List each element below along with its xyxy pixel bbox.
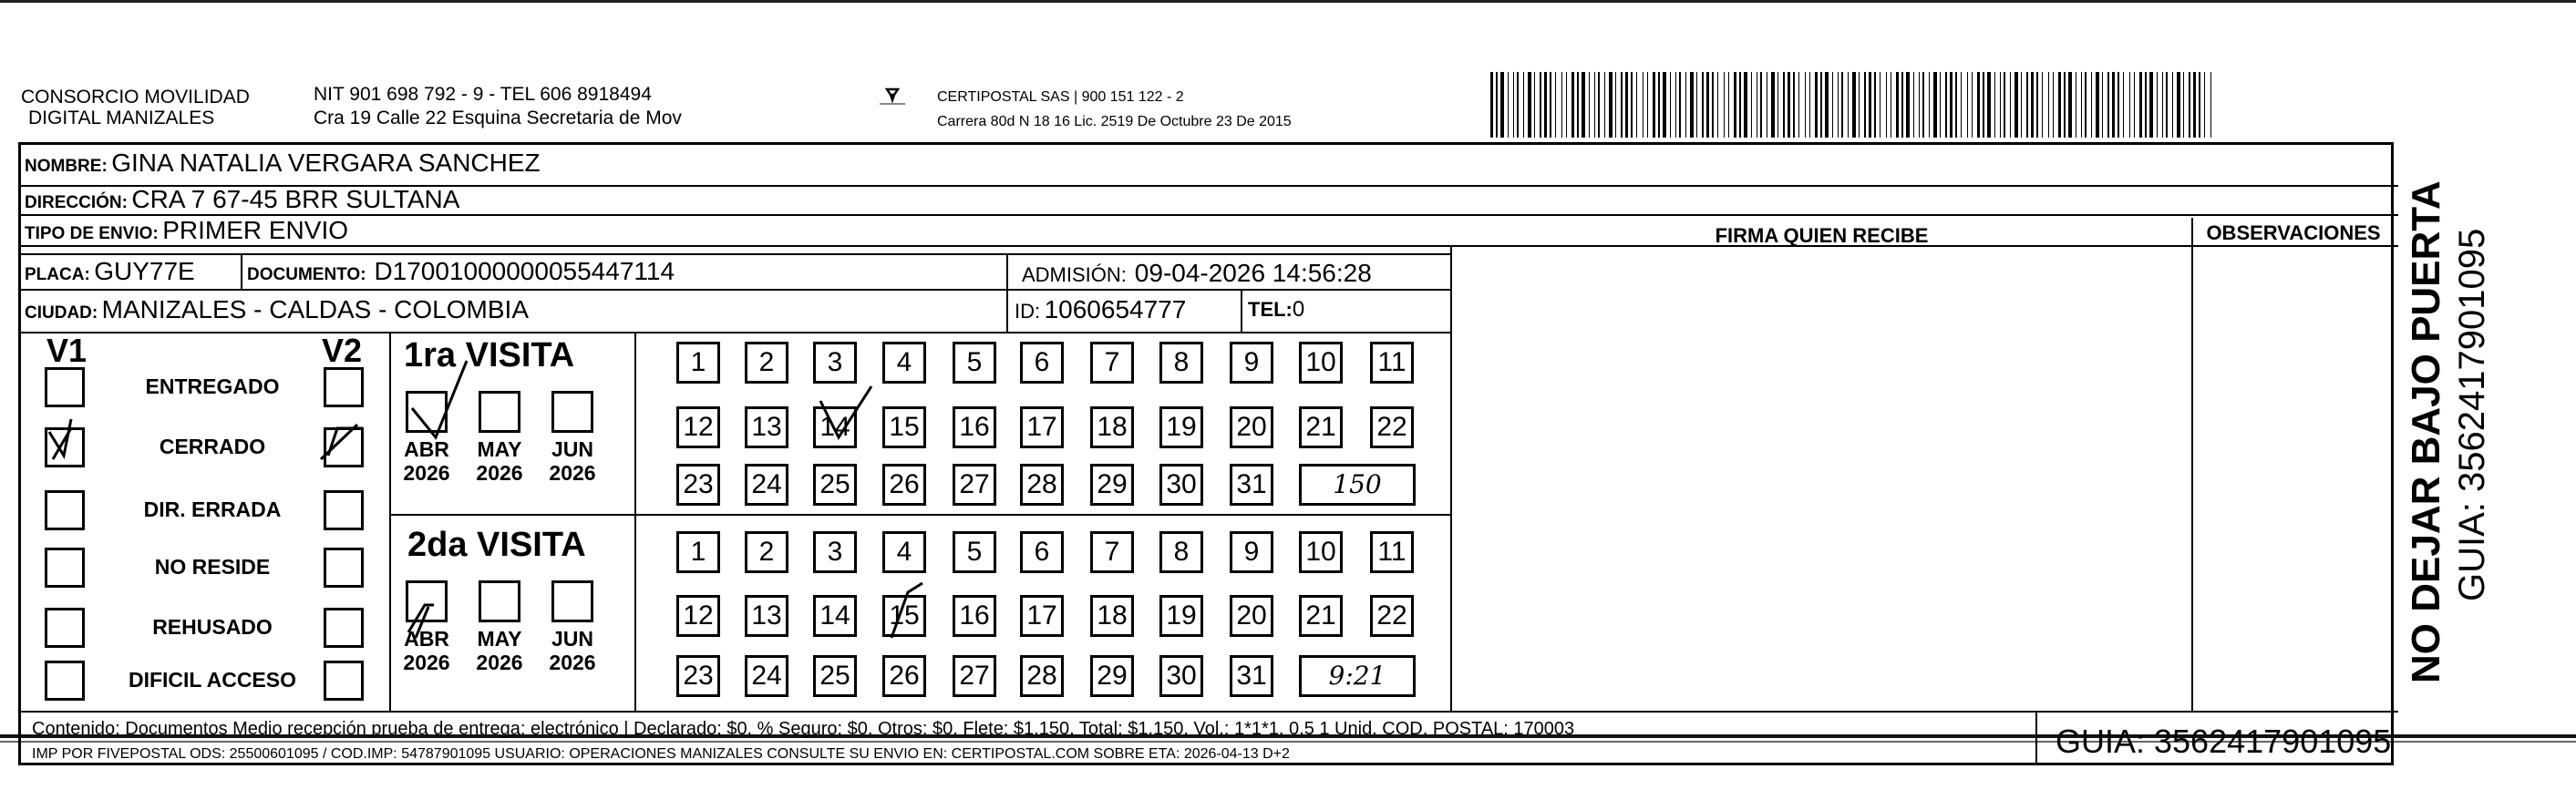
day-cell[interactable]: 27 [953,464,996,506]
visit1-day-mark [820,386,871,437]
day-cell[interactable]: 1 [676,531,720,573]
day-cell[interactable]: 5 [953,342,996,384]
placa-label: PLACA: [25,265,90,284]
handwritten-note-box: 9:21 [1299,655,1416,697]
day-cell[interactable]: 3 [813,531,857,573]
day-cell[interactable]: 15 [882,406,926,448]
day-cell[interactable]: 12 [676,595,720,637]
day-cell[interactable]: 20 [1230,406,1273,448]
day-cell[interactable]: 10 [1299,342,1343,384]
day-cell[interactable]: 3 [813,342,857,384]
day-cell[interactable]: 22 [1370,406,1414,448]
status-label: DIR. ERRADA [143,497,282,521]
courier-line1: CERTIPOSTAL SAS | 900 151 122 - 2 [937,89,1184,105]
month-name: ABR [404,627,449,651]
v1-cerrado-check [49,419,71,459]
day-cell[interactable]: 2 [745,531,788,573]
tel-value: 0 [1292,297,1305,322]
day-cell[interactable]: 1 [676,342,720,384]
placa-value: GUY77E [94,257,195,285]
nit-line: NIT 901 698 792 - 9 - TEL 606 8918494 [314,84,652,105]
day-cell[interactable]: 26 [882,464,926,506]
day-cell[interactable]: 30 [1159,655,1203,697]
day-cell[interactable]: 28 [1020,464,1064,506]
courier-line2: Carrera 80d N 18 16 Lic. 2519 De Octubre 23 De 2015 [937,114,1292,129]
day-cell[interactable]: 26 [882,655,926,697]
firma-header: FIRMA QUIEN RECIBE [1715,224,1929,247]
month-name: ABR [404,437,449,461]
status-label: ENTREGADO [145,374,280,398]
month-year: 2026 [549,461,596,485]
day-cell[interactable]: 17 [1020,595,1064,637]
day-cell[interactable]: 6 [1020,342,1064,384]
day-cell[interactable]: 13 [745,406,788,448]
day-cell[interactable]: 23 [676,655,720,697]
day-cell[interactable]: 18 [1090,595,1134,637]
day-cell[interactable]: 16 [953,595,996,637]
day-cell[interactable]: 16 [953,406,996,448]
tipo-label: TIPO DE ENVIO: [25,224,159,243]
tipo-value: PRIMER ENVIO [162,216,349,244]
day-cell[interactable]: 17 [1020,406,1064,448]
day-cell[interactable]: 21 [1299,595,1343,637]
status-label: NO RESIDE [154,555,271,579]
side-warning: NO DEJAR BAJO PUERTA [2404,180,2448,683]
day-cell[interactable]: 8 [1159,342,1203,384]
documento-value: D17001000000055447114 [374,257,675,285]
nombre-value: GINA NATALIA VERGARA SANCHEZ [111,149,541,177]
status-label: DIFICIL ACCESO [128,668,296,692]
day-cell[interactable]: 22 [1370,595,1414,637]
day-cell[interactable]: 19 [1159,595,1203,637]
direccion-value: CRA 7 67-45 BRR SULTANA [131,185,460,213]
month-name: MAY [477,437,522,461]
admision-label: ADMISIÓN: [1022,263,1127,286]
first-visit-title: 1ra VISITA [404,336,575,374]
month-name: JUN [551,437,593,461]
company-name-line1: CONSORCIO MOVILIDAD [21,87,250,108]
visit2-month-check [408,605,434,638]
v1-header: V1 [46,332,88,369]
admision-value: 09-04-2026 14:56:28 [1134,259,1372,287]
nombre-label: NOMBRE: [25,157,108,176]
day-cell[interactable]: 29 [1090,655,1134,697]
day-cell[interactable]: 18 [1090,406,1134,448]
day-cell[interactable]: 2 [745,342,788,384]
day-cell[interactable]: 23 [676,464,720,506]
v2-header: V2 [322,332,363,369]
day-cell[interactable]: 27 [953,655,996,697]
day-cell[interactable]: 8 [1159,531,1203,573]
day-cell[interactable]: 7 [1090,531,1134,573]
day-cell[interactable]: 11 [1370,531,1414,573]
day-cell[interactable]: 21 [1299,406,1343,448]
footer-content-line: Contenido: Documentos Medio recepción prueba de entrega: electrónico | Declarado: $0, % Seguro: $0, Otros: $0, Flete: $1.150, Total: $1.150, Vol.: 1*1*1, 0.5 1 Unid. COD. POSTAL: 170003 [32,719,1575,739]
v2-cerrado-check [321,425,363,459]
month-year: 2026 [476,651,523,674]
day-cell[interactable]: 15 [882,595,926,637]
day-cell[interactable]: 30 [1159,464,1203,506]
visit2-day-mark [891,583,922,638]
day-cell[interactable]: 11 [1370,342,1414,384]
day-cell[interactable]: 29 [1090,464,1134,506]
documento-label: DOCUMENTO: [247,265,366,284]
month-year: 2026 [403,651,450,674]
day-cell[interactable]: 25 [813,464,857,506]
day-cell[interactable]: 31 [1230,655,1273,697]
day-cell[interactable]: 4 [882,531,926,573]
direccion-label: DIRECCIÓN: [25,193,128,212]
day-cell[interactable]: 5 [953,531,996,573]
day-cell[interactable]: 9 [1230,342,1273,384]
company-name-line2: DIGITAL MANIZALES [28,108,215,128]
ciudad-value: MANIZALES - CALDAS - COLOMBIA [101,295,529,323]
footer-print-line: IMP POR FIVEPOSTAL ODS: 25500601095 / COD.IMP: 54787901095 USUARIO: OPERACIONES MANIZALES CONSULTE SU ENVIO EN: CERTIPOSTAL.COM SOBRE ETA: 2026-04-13 D+2 [32,746,1290,762]
day-cell[interactable]: 13 [745,595,788,637]
day-cell[interactable]: 7 [1090,342,1134,384]
status-label: REHUSADO [152,615,273,639]
id-label: ID: [1015,300,1041,323]
day-cell[interactable]: 6 [1020,531,1064,573]
status-label: CERRADO [159,435,266,458]
second-visit-title: 2da VISITA [407,526,586,564]
day-cell[interactable]: 14 [813,595,857,637]
day-cell[interactable]: 12 [676,406,720,448]
month-name: JUN [551,627,593,651]
ciudad-label: CIUDAD: [25,303,98,323]
day-cell[interactable]: 19 [1159,406,1203,448]
month-year: 2026 [476,461,523,485]
month-year: 2026 [403,461,450,485]
day-cell[interactable]: 9 [1230,531,1273,573]
day-cell[interactable]: 10 [1299,531,1343,573]
visit1-month-check [412,361,467,437]
day-cell[interactable]: 4 [882,342,926,384]
day-cell[interactable]: 24 [745,655,788,697]
month-name: MAY [477,627,522,651]
day-cell[interactable]: 31 [1230,464,1273,506]
footer-guia: GUIA: 3562417901095 [2056,723,2392,760]
observaciones-header: OBSERVACIONES [2206,221,2381,244]
side-guia: GUIA: 3562417901095 [2452,228,2492,601]
day-cell[interactable]: 24 [745,464,788,506]
day-cell[interactable]: 14 [813,406,857,448]
tel-label: TEL: [1248,298,1293,321]
month-year: 2026 [549,651,596,674]
day-cell[interactable]: 25 [813,655,857,697]
address-line: Cra 19 Calle 22 Esquina Secretaria de Mov [314,108,682,128]
handwritten-note-box: 150 [1299,464,1416,506]
day-cell[interactable]: 28 [1020,655,1064,697]
id-value: 1060654777 [1044,295,1187,323]
day-cell[interactable]: 20 [1230,595,1273,637]
